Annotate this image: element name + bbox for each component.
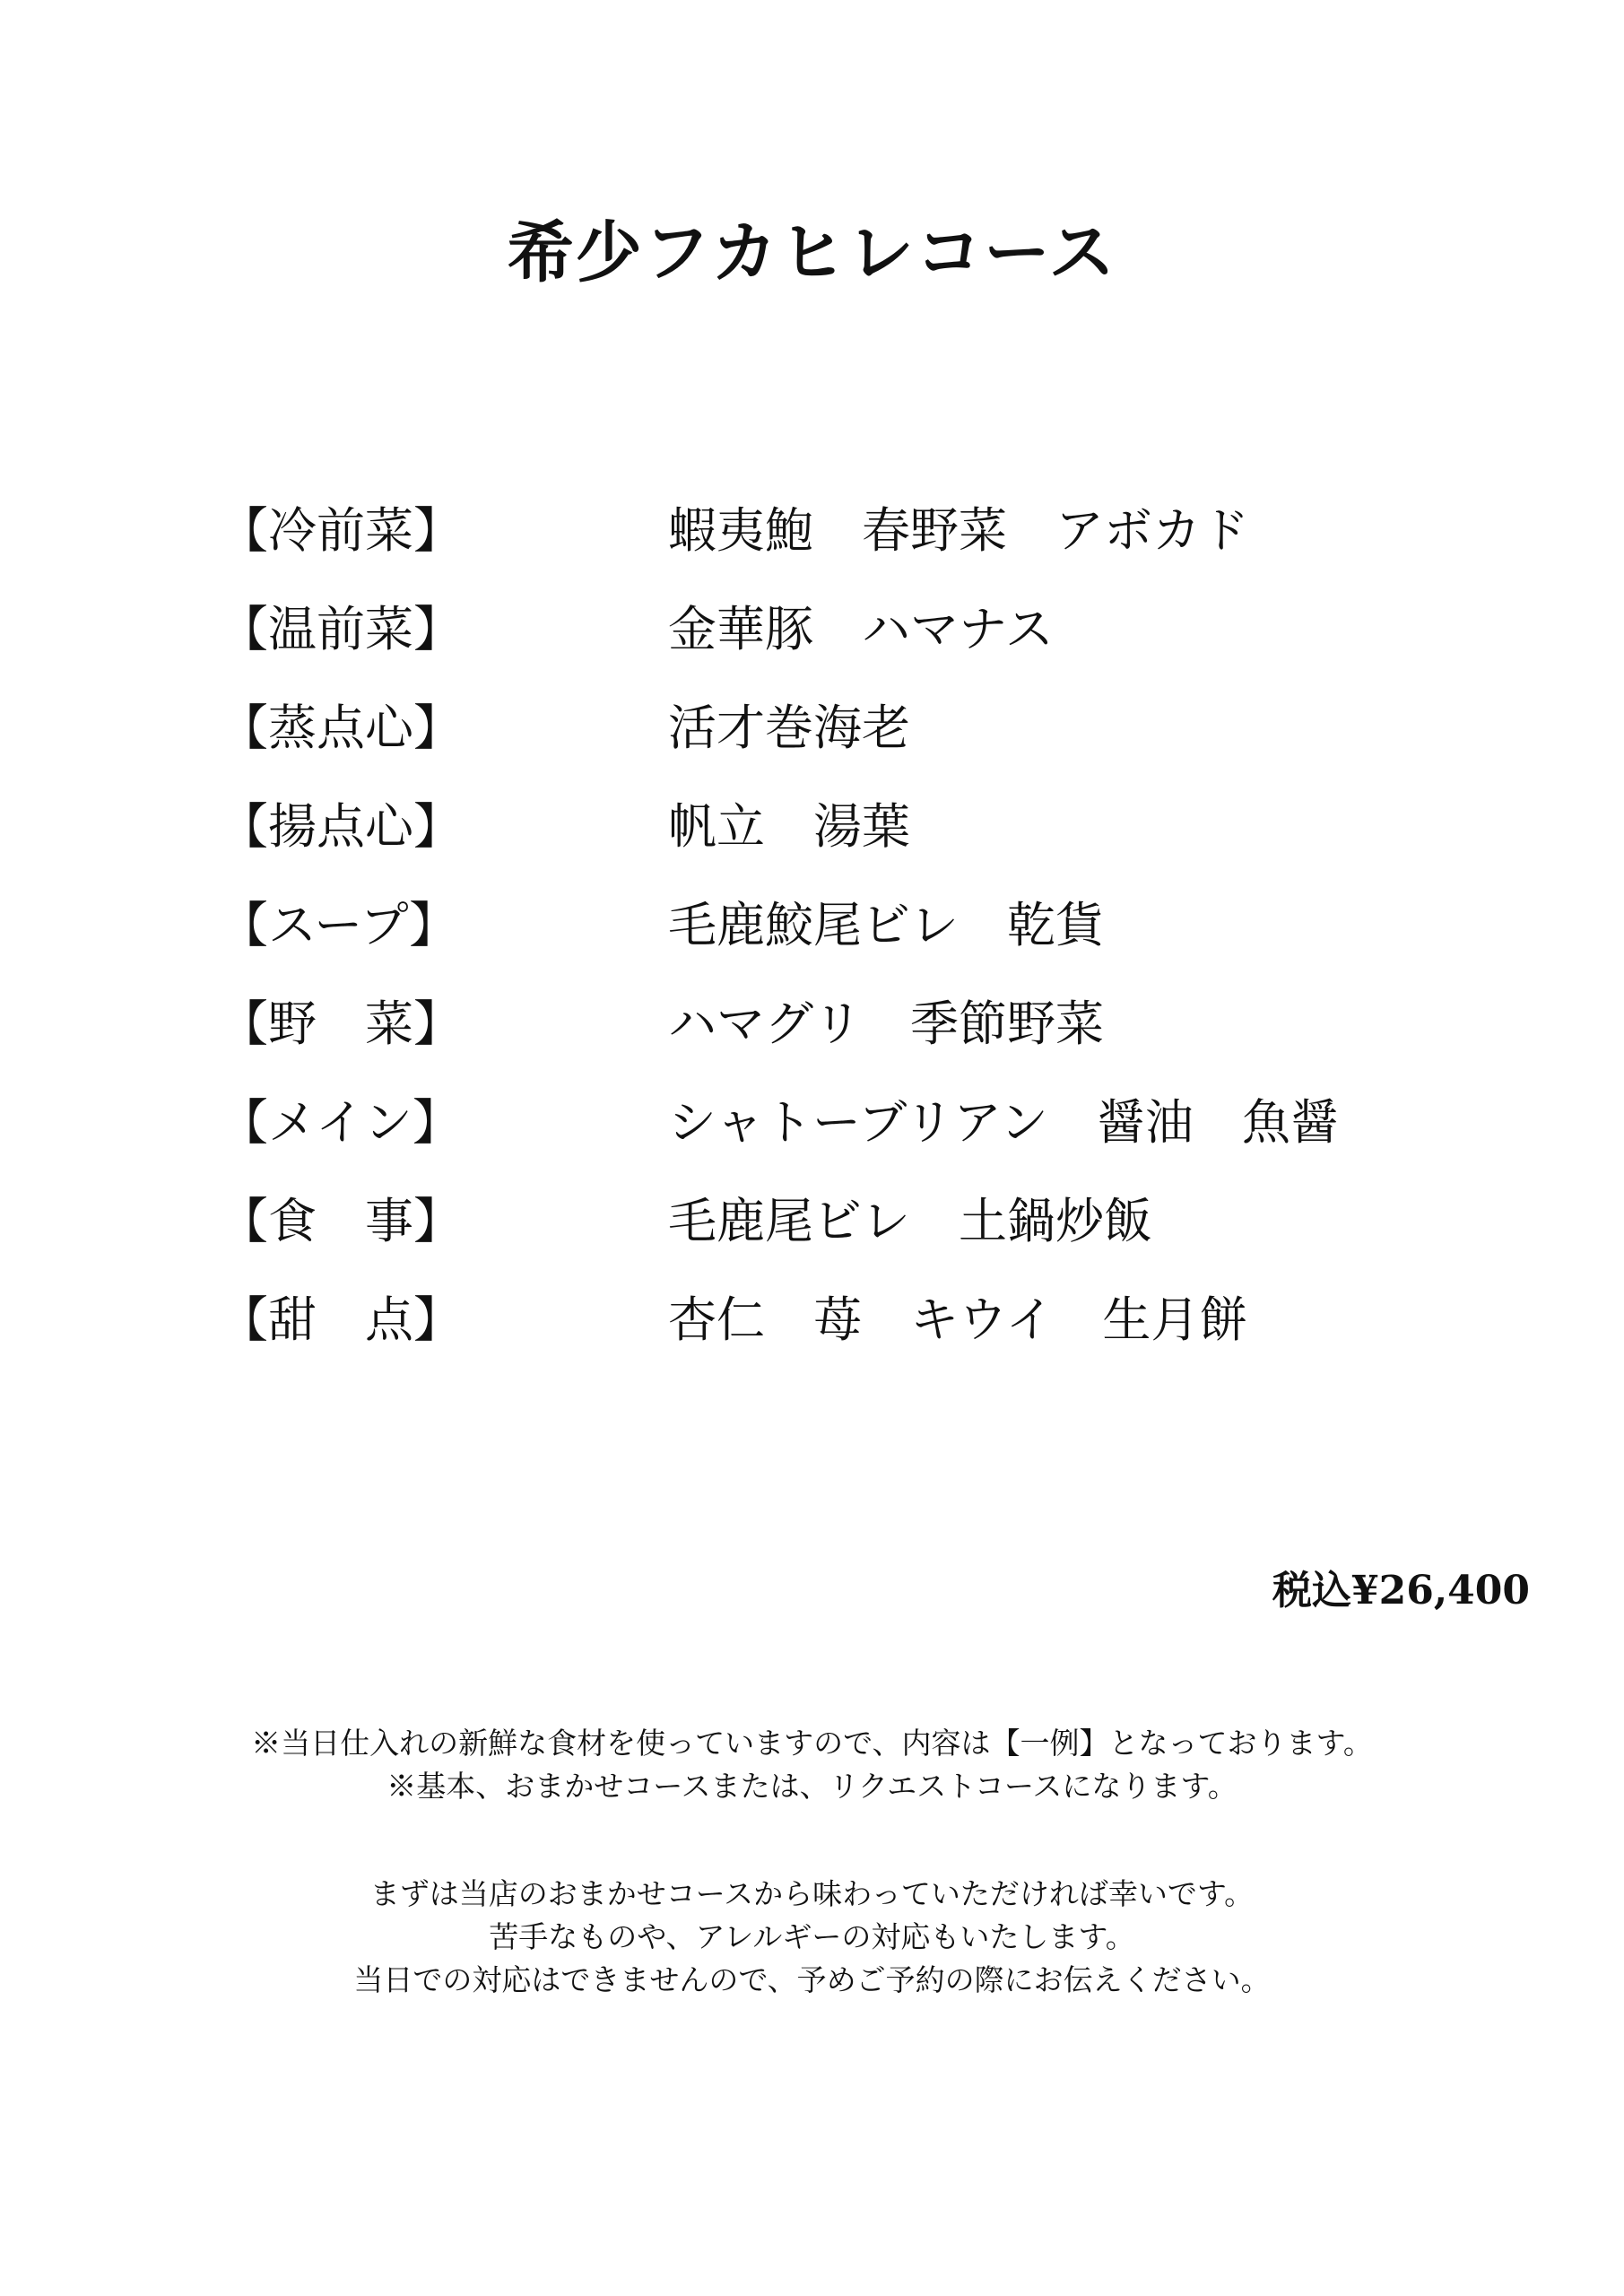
menu-row [220,798,1475,897]
menu-category: 【甜 点】 [220,1292,462,1348]
menu-items: 毛鹿尾ビレ 土鍋炒飯 [668,1193,1152,1249]
menu-category: 【メイン】 [220,1094,461,1151]
menu-items: シャトーブリアン 醤油 魚醤 [668,1094,1339,1151]
menu-row [220,897,1475,996]
menu-category: 【蒸点心】 [220,700,462,756]
menu-category: 【スープ】 [220,897,458,953]
menu-items: 帆立 湯葉 [668,798,910,855]
menu-category: 【冷前菜】 [220,502,462,559]
menu-category: 【揚点心】 [220,798,462,855]
menu-row [220,1094,1475,1193]
menu-row [220,502,1475,601]
menu-items: 杏仁 苺 キウイ 生月餅 [668,1292,1248,1348]
menu-row [220,1292,1475,1390]
menu-items: 毛鹿鮫尾ビレ 乾貨 [668,897,1104,953]
menu-items: ハマグリ 季節野菜 [668,996,1104,1052]
note-line: 苦手なものや、アレルギーの対応もいたします。 [489,1918,1135,1954]
course-price: 税込¥26,400 [1272,1568,1530,1613]
menu-category: 【温前菜】 [220,601,462,657]
allergy-notes [0,1873,1624,2002]
note-line: ※当日仕入れの新鮮な食材を使っていますので、内容は【一例】となっております。 [251,1726,1373,1761]
menu-items: 活才巻海老 [668,700,910,756]
menu-row [220,700,1475,798]
page-title: 希少フカヒレコース [507,214,1117,291]
menu-category: 【食 事】 [220,1193,462,1249]
note-line: まずは当店のおまかせコースから味わっていただければ幸いです。 [369,1876,1255,1911]
menu-items: 蝦夷鮑 春野菜 アボカド [668,502,1249,559]
menu-row [220,996,1475,1094]
note-line: 当日での対応はできませんので、予めご予約の際にお伝えください。 [353,1961,1271,1997]
menu-row [220,601,1475,700]
menu-category: 【野 菜】 [220,996,462,1052]
note-line: ※基本、おまかせコースまたは、リクエストコースになります。 [386,1768,1238,1804]
ingredient-notes [0,1722,1624,1808]
menu-row [220,1193,1475,1292]
course-menu [220,502,1475,1390]
menu-items: 金華豚 ハマナス [668,601,1054,657]
